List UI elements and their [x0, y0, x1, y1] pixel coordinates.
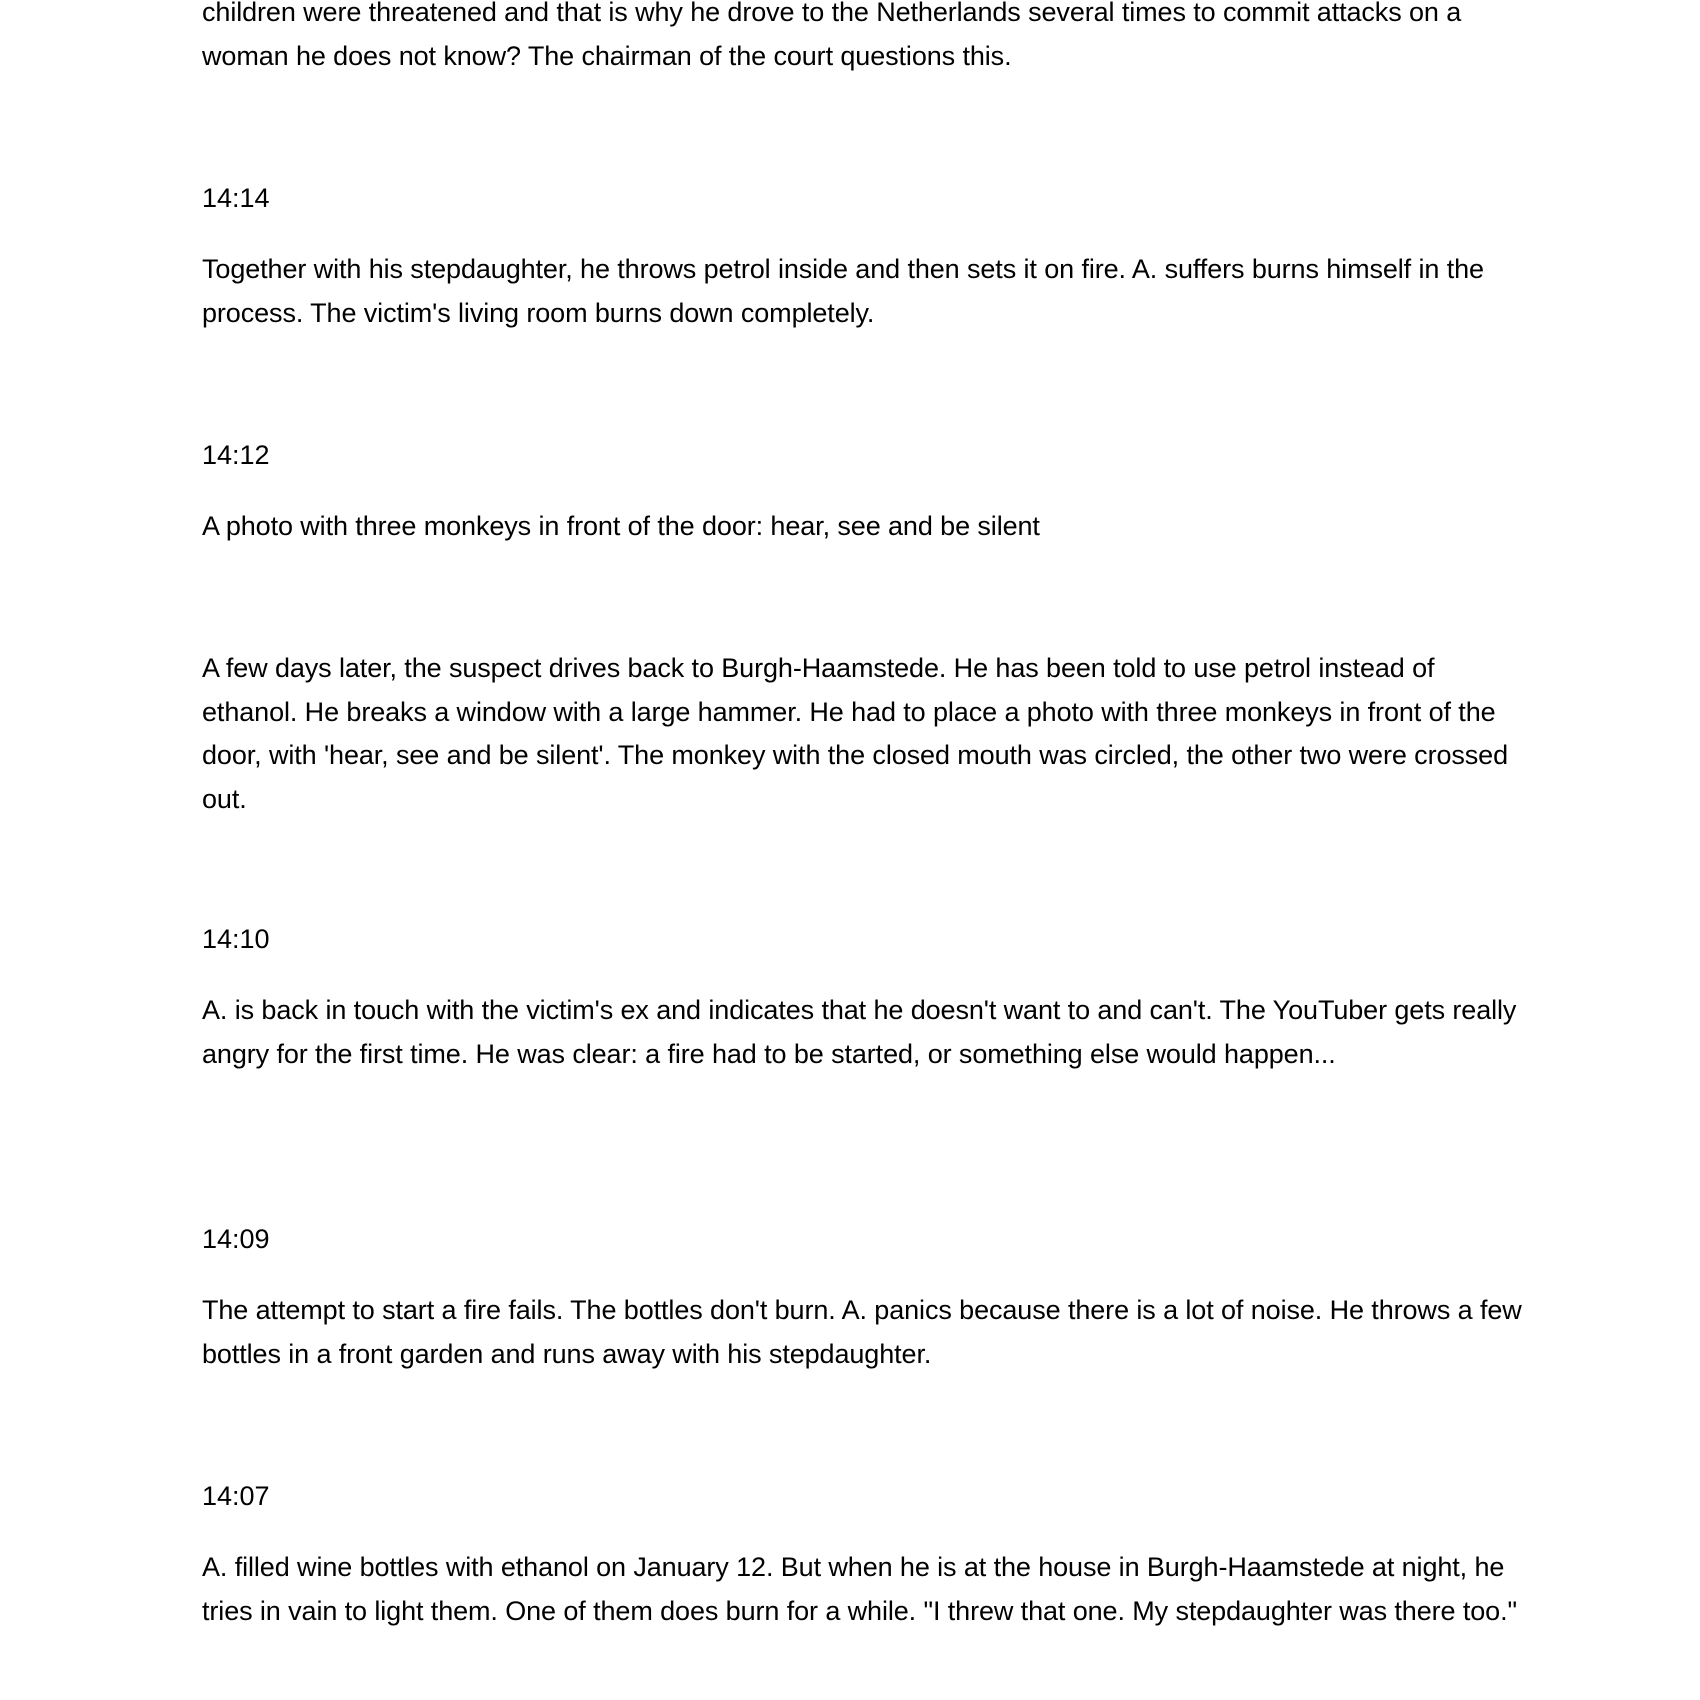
paragraph-1414: Together with his stepdaughter, he throws petrol inside and then sets it on fire. A. suffers burns himself in the process. The victim's living room burns down completely. [202, 254, 1484, 328]
timestamp-1414: 14:14 [202, 183, 270, 213]
timestamp-1409: 14:09 [202, 1224, 270, 1254]
paragraph-1410: A. is back in touch with the victim's ex and indicates that he doesn't want to and can't. The YouTuber gets really angry for the first time. He was clear: a fire had to be started, or something else would happen... [202, 995, 1517, 1069]
paragraph-1412-caption: A photo with three monkeys in front of the door: hear, see and be silent [202, 511, 1040, 541]
timestamp-1410: 14:10 [202, 924, 270, 954]
paragraph-1409: The attempt to start a fire fails. The bottles don't burn. A. panics because there is a lot of noise. He throws a few bottles in a front garden and runs away with his stepdaughter. [202, 1295, 1522, 1369]
timestamp-1412: 14:12 [202, 440, 270, 470]
timestamp-1407: 14:07 [202, 1481, 270, 1511]
paragraph-1412-body: A few days later, the suspect drives back to Burgh-Haamstede. He has been told to use petrol instead of ethanol. He breaks a window with a large hammer. He had to place a photo with three monkeys in front of the door, with 'hear, see and be silent'. The monkey with the closed mouth was circled, the other two were crossed out. [202, 653, 1509, 814]
paragraph-1407: A. filled wine bottles with ethanol on January 12. But when he is at the house in Burgh-Haamstede at night, he tries in vain to light them. One of them does burn for a while. "I threw that one. My stepdaughter was there too." [202, 1552, 1517, 1626]
paragraph-continued: children were threatened and that is why he drove to the Netherlands several times to commit attacks on a woman he does not know? The chairman of the court questions this. [202, 0, 1462, 71]
